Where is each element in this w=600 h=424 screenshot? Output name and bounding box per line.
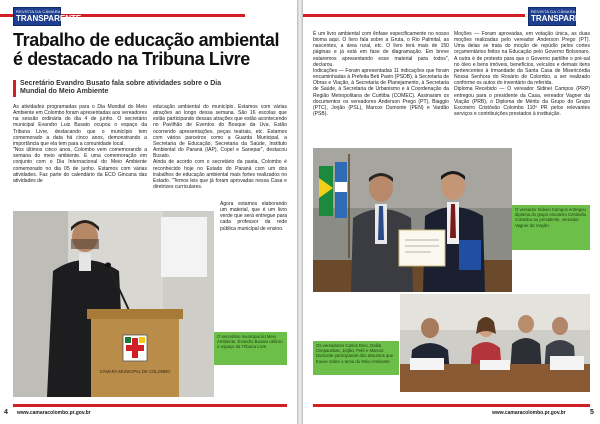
logo-main-text: TRANSPARENTE xyxy=(531,14,597,23)
paragraph: Diploma Recebido — O vereador Sidinei Campos (PRP) entregou para o presidente da Casa, vereador Vagner da Viação (PRB), o Diploma de Mérito da Grupo do Grupo Escoteiro Cristóvão Colombo 110º PR pelos relevantes serviços e contribuições prestados à instituição. xyxy=(454,86,590,118)
paragraph: Indicações — Foram apresentadas 11 indicações que foram encaminhadas à Prefeita Beti Pavin (PSDB), à Secretaria de Obras e Viação, à Secretaria de Planejamento, à Secretaria de Saúde, à Secretaria de Urbanismo e à Coordenação da Região Metropolitana de Curitiba (COMEC). Assinaram os documentos os vereadores Anderson Prego (PT), Biaggio (PTC), Jorjão (PSL), Marcos Dumonte (PEN) e Vardão (PSB). xyxy=(313,67,449,118)
left-column-2 xyxy=(153,104,287,190)
left-page xyxy=(0,0,297,424)
left-column-1 xyxy=(13,104,147,184)
logo-top-text: REVISTA DA CÂMARA xyxy=(531,9,576,14)
left-column-2-tail xyxy=(220,201,287,232)
paragraph: "Nos últimos cinco anos, Colombo vem comemorando a semana do meio ambiente. E uma comemoração em conjunto com o Dia Internacional do Meio Ambiente comemorado no dia 05 de junho. Estamos com várias atividades. Faz parte do calendário da ECO Gincana das atividades de xyxy=(13,147,147,184)
footer-url[interactable]: www.camaracolombo.pr.gov.br xyxy=(17,410,91,416)
magazine-logo xyxy=(13,7,82,26)
page-number: 4 xyxy=(4,409,8,416)
right-page xyxy=(303,0,600,424)
page-number: 5 xyxy=(590,409,594,416)
paragraph: Ainda de acordo com o secretário da pasta, Colombo é reconhecido hoje no Estado do Paraná com um dos trabalhos de educação ambiental mais fortes realizados no Estado. "Temos leis que já foram aprovadas nessa Casa e diretrizes curriculares. xyxy=(153,159,287,191)
article-subtitle: Secretário Evandro Busato fala sobre atividades sobre o Dia Mundial do Meio Ambiente xyxy=(13,80,240,97)
diploma-illustration xyxy=(313,148,512,292)
photo1-caption: O vereador Sidinei Campos entregou diploma do grupo escoteiro Cristóvão Colombo ao presidente, vereador Vagner da Viação xyxy=(512,205,590,250)
top-red-bar xyxy=(303,14,525,17)
paragraph: As atividades programadas para o Dia Mundial do Meio Ambiente em Colombo foram apresentadas aos vereadores na sessão ordinária do dia 4 de junho. O secretário municipal Evandro Luiz Busato ocupou o espaço da Tribuna Livre, destacando que o município tem comemorado a data há cinco anos, demonstrando a importância que ela tem para a comunidade local. xyxy=(13,104,147,147)
right-column-2 xyxy=(454,31,590,117)
diploma-photo xyxy=(313,148,512,292)
logo-main-text: TRANSPARENTE xyxy=(16,14,82,23)
speaker-illustration xyxy=(13,211,214,397)
paragraph: Moções — Foram aprovadas, em votação única, as duas moções realizadas pelo vereador Anderson Prego (PT). Uma delas se trata do moção de repúdio pelos cortes orçamentários feitos na Educação pelo Governo Bolsonaro. A outra é de protesto para que o Governo partilhe o pré-sal no óleo e bens imóveis, benefícios, veículos e demais itens pertencentes à Irmandade da Santa Casa de Misericórdia Nossa Senhora do Rosário de Colombo, a ser realizado conforme os autos do inventário da referida. xyxy=(454,31,590,87)
photo2-caption: Os vereadores Carlos Dino, Dalila Cimpauskas, Jorjão, Pelé e Marcos Dumonte participaram dos assuntos que trouxe sobre o tema do Meio Ambiente xyxy=(313,341,399,375)
paragraph: Agora estamos elaborando um material, que é um livro verde que será entregue para cada professor da rede pública municipal de ensino. xyxy=(220,201,287,232)
paragraph: educação ambiental do município. Estamos com várias atrações ao longo dessa semana. São 16 escolas que estão participando dessas atrações que estão acontecendo no Pavilhão de Eventos do Bosque da Uva. Estão ocorrendo apresentações, peças teatrais, etc. Estamos com vários parceiros como a Guarda Municipal, a Secretaria de Educação, Secretaria da Saúde, Instituto Ambiental do Paraná (IAP), Copel e Sanepar", destacou Busato. xyxy=(153,104,287,160)
bottom-red-bar xyxy=(313,404,590,407)
paragraph: É um livro ambiental com ênfase especificamente no nosso bioma aqui. O livro fala sobre a Gruta, o Rio Palmital, as nascentes, a área rural, etc. O livro terá mais de 150 páginas e já está em fase de diagramação. Em breve estaremos apresentando esse material para todos", declarou. xyxy=(313,31,449,68)
magazine-logo xyxy=(528,7,597,26)
podium-label: CÂMARA MUNICIPAL DE COLOMBO xyxy=(99,369,171,374)
photo-caption: O secretário municipal do Meio Ambiente, Evandro Busato utilizou o espaço da Tribuna Livre xyxy=(214,332,287,365)
session-photo xyxy=(400,294,590,392)
footer-url[interactable]: www.camaracolombo.pr.gov.br xyxy=(492,410,566,416)
right-column-1 xyxy=(313,31,449,117)
session-illustration xyxy=(400,294,590,392)
speaker-photo xyxy=(13,211,214,397)
article-title: Trabalho de educação ambiental é destacado na Tribuna Livre xyxy=(13,30,280,69)
bottom-red-bar xyxy=(13,404,287,407)
logo-top-text: REVISTA DA CÂMARA xyxy=(16,9,61,14)
